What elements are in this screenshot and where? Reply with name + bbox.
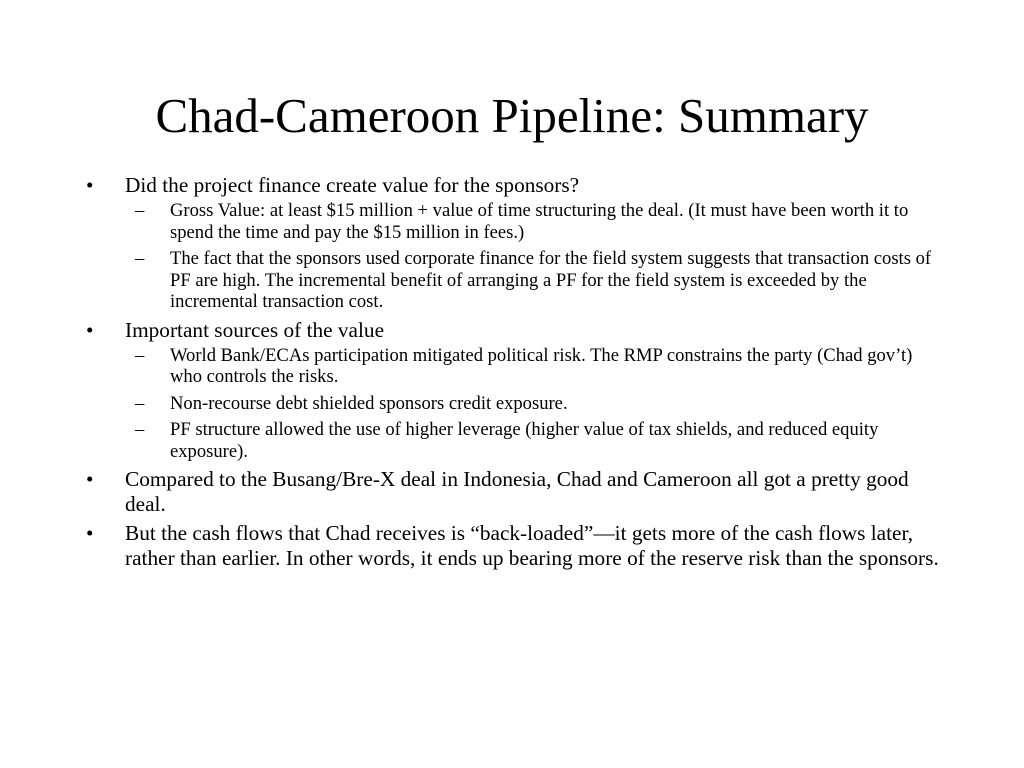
bullet-marker: • — [86, 173, 94, 197]
bullet-item — [86, 173, 946, 313]
sub-bullet-text: Non-recourse debt shielded sponsors credit exposure. — [170, 392, 568, 414]
sub-bullet-text: World Bank/ECAs participation mitigated political risk. The RMP constrains the party (Chad gov’t) who controls the risks. — [170, 344, 913, 387]
bullet-item — [86, 318, 946, 463]
sub-bullet-marker: – — [135, 344, 145, 366]
bullet-list — [86, 173, 946, 571]
bullet-text: Did the project finance create value for the sponsors? — [125, 173, 580, 197]
sub-bullet-text: The fact that the sponsors used corporate finance for the field system suggests that transaction costs of PF are high. The incremental benefit of arranging a PF for the field system is exceeded by the incremental transaction cost. — [170, 248, 932, 312]
slide-content — [86, 173, 946, 575]
sub-bullet-list — [125, 345, 946, 463]
bullet-item — [86, 467, 946, 517]
sub-bullet-item — [125, 248, 946, 313]
bullet-item — [86, 521, 946, 571]
sub-bullet-text: PF structure allowed the use of higher leverage (higher value of tax shields, and reduced equity exposure). — [170, 419, 879, 462]
bullet-text: But the cash flows that Chad receives is “back-loaded”—it gets more of the cash flows later, rather than earlier. In other words, it ends up bearing more of the reserve risk than the sponsors. — [125, 521, 939, 570]
sub-bullet-item — [125, 200, 946, 243]
bullet-text: Compared to the Busang/Bre-X deal in Indonesia, Chad and Cameroon all got a pretty good deal. — [125, 467, 909, 516]
bullet-text: Important sources of the value — [125, 317, 385, 342]
slide-title: Chad-Cameroon Pipeline: Summary — [155, 88, 869, 143]
sub-bullet-text: Gross Value: at least $15 million + value of time structuring the deal. (It must have been worth it to spend the time and pay the $15 million in fees.) — [170, 200, 909, 243]
bullet-marker: • — [86, 521, 94, 545]
bullet-marker: • — [86, 467, 94, 491]
sub-bullet-list — [125, 200, 946, 313]
sub-bullet-item — [125, 419, 946, 462]
sub-bullet-item — [125, 345, 946, 388]
sub-bullet-marker: – — [135, 419, 145, 440]
bullet-marker: • — [86, 317, 94, 342]
sub-bullet-marker: – — [135, 392, 145, 414]
sub-bullet-item — [125, 393, 946, 415]
sub-bullet-marker: – — [135, 248, 145, 269]
sub-bullet-marker: – — [135, 200, 145, 221]
